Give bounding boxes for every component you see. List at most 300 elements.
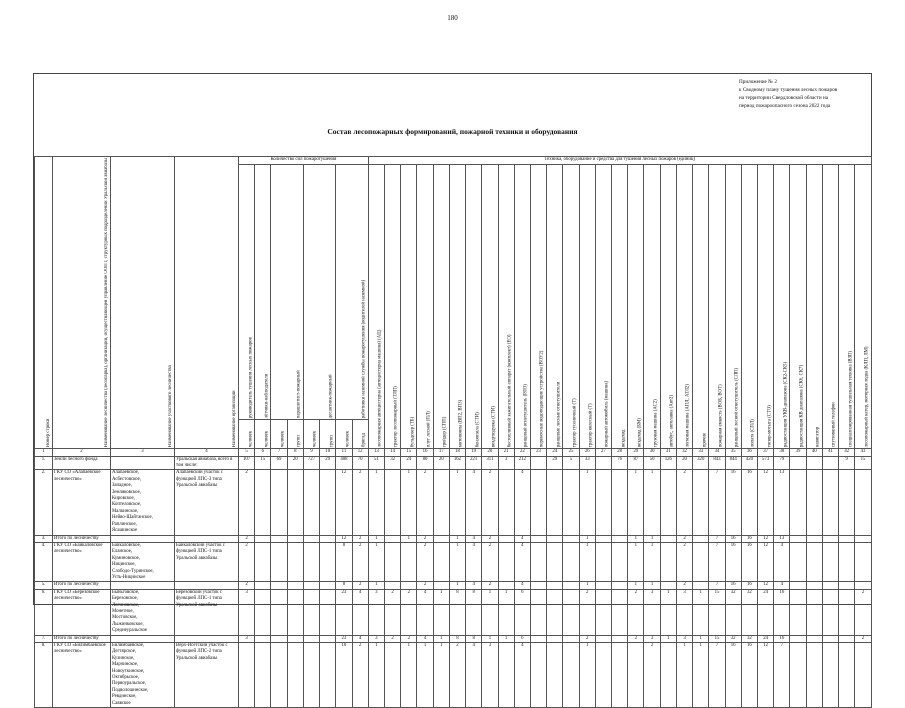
row-value: 15: [855, 456, 871, 470]
row-value: 3: [644, 635, 660, 642]
row-value: [806, 542, 822, 581]
row-value: 3: [368, 589, 384, 635]
row-value: 2: [352, 582, 368, 589]
row-value: 23: [336, 635, 352, 642]
row-value: [498, 535, 514, 542]
row-value: [287, 582, 303, 589]
column-number: 42: [839, 449, 855, 456]
row-value: 1: [660, 589, 676, 635]
row-value: 10: [336, 643, 352, 708]
row-value: 79: [774, 456, 790, 470]
table-row: [35, 582, 872, 589]
row-value: 2: [417, 470, 433, 535]
row-number: 1.: [35, 456, 53, 470]
appendix-line: Приложение № 2: [739, 79, 777, 85]
column-number: 31: [660, 449, 676, 456]
row-value: [271, 635, 287, 642]
row-value: [303, 582, 319, 589]
row-value: 16: [725, 535, 741, 542]
row-value: 2: [417, 582, 433, 589]
row-value: [255, 643, 271, 708]
row-organization: Уральская авиабаза, всего в том числе:: [175, 456, 239, 470]
row-value: 1: [628, 582, 644, 589]
row-district: [111, 635, 175, 642]
row-district: [111, 535, 175, 542]
row-value: [660, 582, 676, 589]
column-number: 38: [774, 449, 790, 456]
row-value: 212: [514, 456, 530, 470]
row-value: [790, 470, 806, 535]
row-value: 3: [239, 589, 255, 635]
row-organization: Алапаевский участок с функцией ЛПС-3 типа Уральской авиабазы: [175, 470, 239, 535]
row-value: [530, 542, 546, 581]
row-value: [822, 535, 838, 542]
row-value: 8: [336, 582, 352, 589]
row-number: 2.: [35, 470, 53, 535]
header-equipment-col: вездеход (БМ): [628, 165, 644, 449]
row-value: [595, 456, 611, 470]
row-value: 8: [336, 542, 352, 581]
row-value: [547, 589, 563, 635]
row-value: 7: [709, 470, 725, 535]
header-equipment-col: легковая машина (АПЛ, АТЛ2): [676, 165, 692, 449]
row-value: 16: [725, 470, 741, 535]
row-value: [547, 635, 563, 642]
column-number: 15: [401, 449, 417, 456]
row-value: 1: [676, 643, 692, 708]
row-value: 4: [514, 470, 530, 535]
row-value: 2: [855, 589, 871, 635]
header-equipment-col: трактор колесный (Т): [579, 165, 595, 449]
row-value: 1: [498, 635, 514, 642]
row-forestry: ГКУ СО «Алапаевское лесничество»: [53, 470, 111, 535]
row-value: 8: [466, 589, 482, 635]
row-value: 2: [239, 470, 255, 535]
row-value: [612, 582, 628, 589]
row-value: 4: [352, 589, 368, 635]
row-value: [530, 456, 546, 470]
row-value: [790, 582, 806, 589]
row-value: 69: [271, 456, 287, 470]
row-forestry: Итого по лесничеству: [53, 582, 111, 589]
row-value: 1: [482, 635, 498, 642]
row-value: 420: [741, 456, 757, 470]
appendix-line: к Сводному плану тушения лесных пожаров: [739, 87, 838, 93]
row-value: [287, 542, 303, 581]
row-value: 4: [466, 542, 482, 581]
column-number: 27: [595, 449, 611, 456]
row-forestry: Итого по лесничеству: [53, 535, 111, 542]
row-value: [822, 470, 838, 535]
row-value: 1: [433, 643, 449, 708]
row-value: [320, 589, 336, 635]
row-value: [271, 535, 287, 542]
header-equipment-col: грузовая машина (АС2): [644, 165, 660, 449]
row-value: 16: [725, 582, 741, 589]
row-value: [595, 589, 611, 635]
row-value: [303, 643, 319, 708]
header-forces-col: парашютист-пожарный: [271, 165, 303, 420]
row-value: 3: [644, 589, 660, 635]
header-forces-col: руководитель тушения лесных пожаров: [239, 165, 255, 420]
row-value: 7: [709, 582, 725, 589]
row-value: 80: [417, 456, 433, 470]
row-value: [255, 582, 271, 589]
row-value: 7: [774, 643, 790, 708]
row-value: 20: [433, 456, 449, 470]
row-value: 2: [352, 535, 368, 542]
row-value: [287, 535, 303, 542]
row-value: [595, 470, 611, 535]
row-value: [839, 470, 855, 535]
row-value: [612, 643, 628, 708]
column-number: 1: [35, 449, 53, 456]
row-forestry: ГКУ СО «Билимбаевское лесничество»: [53, 643, 111, 708]
row-value: 2: [384, 635, 400, 642]
row-value: [530, 535, 546, 542]
header-forestry: Наименование лесничества (лесопарка), организации, осуществляющей управление ООПТ, структурных подразделений Уральской авиабазы: [53, 157, 111, 449]
row-value: [239, 643, 255, 708]
row-value: [271, 542, 287, 581]
row-value: 1: [368, 470, 384, 535]
row-value: 2: [239, 542, 255, 581]
row-value: [433, 582, 449, 589]
row-value: 2: [628, 635, 644, 642]
row-value: 16: [741, 582, 757, 589]
row-value: 16: [774, 589, 790, 635]
row-forestry: ГКУ СО «Березовское лесничество»: [53, 589, 111, 635]
row-number: 6.: [35, 589, 53, 635]
row-value: 1: [482, 589, 498, 635]
forces-table: [34, 156, 872, 708]
row-value: 2: [352, 470, 368, 535]
header-equipment-col: автобус, автолавка (Авт2): [660, 165, 676, 449]
row-value: [287, 643, 303, 708]
row-value: [547, 542, 563, 581]
row-value: 16: [741, 643, 757, 708]
row-value: 2: [579, 589, 595, 635]
header-forces-col: десантник-пожарный: [303, 165, 335, 420]
row-value: 1: [401, 535, 417, 542]
row-value: [595, 542, 611, 581]
row-number: 8.: [35, 643, 53, 708]
row-value: [563, 542, 579, 581]
row-value: [498, 470, 514, 535]
row-value: 20: [676, 456, 692, 470]
row-value: 33: [579, 456, 595, 470]
column-number: 35: [725, 449, 741, 456]
row-value: 7: [709, 535, 725, 542]
row-value: 2: [352, 542, 368, 581]
row-value: 13: [774, 535, 790, 542]
row-value: 1: [368, 643, 384, 708]
row-value: 2: [579, 635, 595, 642]
row-value: [255, 542, 271, 581]
document-title: Состав лесопожарных формирований, пожарной техники и оборудования: [327, 127, 578, 136]
row-value: 3: [676, 589, 692, 635]
row-value: 13: [774, 470, 790, 535]
row-value: [303, 589, 319, 635]
row-value: [303, 635, 319, 642]
row-value: 4: [466, 582, 482, 589]
header-equipment-col: плуг лесной (ПЛ): [417, 165, 433, 449]
appendix-note: [739, 78, 869, 110]
column-number: 3: [111, 449, 175, 456]
row-value: 16: [741, 470, 757, 535]
row-value: 16: [774, 635, 790, 642]
table-row: [35, 535, 872, 542]
row-value: 1: [449, 542, 465, 581]
row-value: 32: [741, 635, 757, 642]
row-value: 2: [676, 535, 692, 542]
row-value: 1: [417, 643, 433, 708]
row-value: 8: [466, 635, 482, 642]
row-value: [790, 635, 806, 642]
row-value: 12: [336, 535, 352, 542]
column-number: 7: [271, 449, 287, 456]
column-number: 24: [547, 449, 563, 456]
column-number: 13: [368, 449, 384, 456]
row-value: [255, 535, 271, 542]
row-value: 1: [498, 589, 514, 635]
row-value: 1: [449, 535, 465, 542]
row-value: 3: [239, 635, 255, 642]
row-value: [839, 589, 855, 635]
row-value: 32: [384, 456, 400, 470]
row-value: 2: [384, 589, 400, 635]
row-value: [855, 470, 871, 535]
row-value: [822, 635, 838, 642]
header-equipment-col: мотопомпа (ВП2, ВП3): [449, 165, 465, 449]
row-value: 87: [628, 456, 644, 470]
row-value: 1: [660, 635, 676, 642]
row-value: 12: [758, 535, 774, 542]
header-equipment-col: спутниковый телефон: [822, 165, 838, 449]
row-organization: [175, 582, 239, 589]
row-value: 2: [482, 535, 498, 542]
row-value: 2: [352, 643, 368, 708]
table-row: [35, 643, 872, 708]
row-value: [498, 542, 514, 581]
row-value: [401, 582, 417, 589]
row-value: 1: [433, 589, 449, 635]
row-value: [790, 589, 806, 635]
column-number: 12: [352, 449, 368, 456]
row-value: [595, 535, 611, 542]
row-value: [595, 643, 611, 708]
header-unit: человек: [303, 420, 319, 449]
row-value: [303, 535, 319, 542]
row-value: [384, 542, 400, 581]
column-number: 34: [709, 449, 725, 456]
row-value: [530, 582, 546, 589]
row-value: 3: [498, 456, 514, 470]
header-unit: человек: [336, 420, 352, 449]
column-number: 21: [498, 449, 514, 456]
row-value: 15: [709, 589, 725, 635]
header-equipment-col: пожарная емкость (ВОБ, ВОТ): [709, 165, 725, 449]
header-equipment-col: навигатор: [806, 165, 822, 449]
row-value: 2: [417, 535, 433, 542]
row-value: 1: [449, 470, 465, 535]
row-value: 4: [466, 470, 482, 535]
row-value: 23: [336, 589, 352, 635]
column-number: 22: [514, 449, 530, 456]
row-value: 1: [401, 643, 417, 708]
header-forces-col: лётчики-наблюдатели: [255, 165, 271, 420]
header-unit: групп: [320, 420, 336, 449]
header-equipment-col: ранцевые лесные огнетушители: [547, 165, 563, 449]
row-value: 24: [758, 589, 774, 635]
row-value: 32: [725, 635, 741, 642]
row-value: 24: [401, 456, 417, 470]
row-value: [384, 535, 400, 542]
row-value: [855, 535, 871, 542]
column-number: 17: [433, 449, 449, 456]
row-value: [498, 582, 514, 589]
row-value: 1: [628, 542, 644, 581]
row-value: 1: [433, 635, 449, 642]
column-number: 11: [336, 449, 352, 456]
table-row: [35, 456, 872, 470]
column-number: 28: [612, 449, 628, 456]
column-number: 32: [676, 449, 692, 456]
header-equipment-col: бензопила (СТИ): [466, 165, 482, 449]
row-number: 3.: [35, 535, 53, 542]
row-value: [320, 535, 336, 542]
row-value: [822, 542, 838, 581]
row-value: [790, 456, 806, 470]
column-number: 9: [303, 449, 319, 456]
row-value: [255, 470, 271, 535]
row-value: [693, 582, 709, 589]
row-value: [839, 535, 855, 542]
row-value: 1: [368, 535, 384, 542]
row-value: [433, 535, 449, 542]
row-value: 16: [725, 542, 741, 581]
row-value: 4: [774, 542, 790, 581]
row-value: 4: [774, 582, 790, 589]
row-value: 1: [693, 643, 709, 708]
header-unit: человек: [255, 420, 271, 449]
row-value: [855, 582, 871, 589]
row-value: [822, 643, 838, 708]
row-value: 51: [368, 456, 384, 470]
row-value: 1: [579, 643, 595, 708]
header-organization: Наименование организации: [175, 157, 239, 449]
row-value: 2: [855, 635, 871, 642]
row-value: 221: [466, 456, 482, 470]
row-value: [612, 635, 628, 642]
row-value: 2: [644, 643, 660, 708]
row-value: [320, 542, 336, 581]
row-number: 5.: [35, 582, 53, 589]
row-value: [547, 643, 563, 708]
row-value: [303, 470, 319, 535]
row-value: [255, 589, 271, 635]
row-organization: Верх-Исетский участок с функцией ЛПС-2 типа Уральской авиабазы: [175, 643, 239, 708]
row-value: 2: [239, 582, 255, 589]
header-equipment-col: лесопожарный катер, моторная лодка (КЛП, ЛМ): [855, 165, 871, 449]
row-value: [271, 643, 287, 708]
row-value: 4: [514, 542, 530, 581]
row-value: [530, 589, 546, 635]
row-value: 4: [514, 535, 530, 542]
header-equipment-col: радиостанция КВ диапазона (СК6, СК7): [790, 165, 806, 449]
header-unit: групп: [287, 420, 303, 449]
row-value: [693, 535, 709, 542]
header-equipment-col: лесопожарная автоцистерна (автоцистерна машина) (АЦ): [368, 165, 384, 449]
row-value: [271, 470, 287, 535]
column-number: 37: [758, 449, 774, 456]
header-equipment-col: трактор лесопожарный (ТЛП): [384, 165, 400, 449]
row-value: [855, 643, 871, 708]
row-value: 12: [758, 582, 774, 589]
row-district: [111, 582, 175, 589]
row-value: [612, 470, 628, 535]
row-value: 2: [417, 542, 433, 581]
column-number: 43: [855, 449, 871, 456]
row-value: [790, 643, 806, 708]
header-group-forces: Количество сил пожаротушения: [239, 157, 369, 165]
row-value: 2: [401, 589, 417, 635]
header-equipment-col: лопата (СПЛ): [741, 165, 757, 449]
row-value: 6: [514, 589, 530, 635]
row-value: 2: [676, 582, 692, 589]
column-number: 33: [693, 449, 709, 456]
row-value: [806, 643, 822, 708]
row-value: 2: [676, 470, 692, 535]
row-value: 15: [255, 456, 271, 470]
row-forestry: Земли лесного фонда: [53, 456, 111, 470]
row-value: 3: [368, 635, 384, 642]
column-number: 6: [255, 449, 271, 456]
row-value: [693, 470, 709, 535]
column-number: 20: [482, 449, 498, 456]
row-value: 4: [417, 589, 433, 635]
row-value: 1: [628, 470, 644, 535]
column-number: 25: [563, 449, 579, 456]
row-value: [822, 456, 838, 470]
column-number: 30: [644, 449, 660, 456]
row-value: 3: [676, 635, 692, 642]
row-value: [563, 535, 579, 542]
row-value: 2: [239, 535, 255, 542]
header-equipment-col: грейдер (СПП): [433, 165, 449, 449]
row-district: Быньговское, Березовское, Логиновское, Монетное, Мостовское, Лыжинковское, Среднеуральское: [111, 589, 175, 635]
row-value: [498, 643, 514, 708]
row-value: 2: [482, 542, 498, 581]
row-value: 1: [579, 582, 595, 589]
row-value: [806, 635, 822, 642]
row-value: 15: [709, 635, 725, 642]
row-value: [433, 542, 449, 581]
header-row-number: Номер строки: [35, 157, 53, 449]
column-number: 40: [806, 449, 822, 456]
row-value: [839, 542, 855, 581]
header-equipment-col: воздуходувка (СТИ): [482, 165, 498, 449]
row-value: [660, 470, 676, 535]
row-organization: [175, 635, 239, 642]
row-value: 162: [449, 456, 465, 470]
row-value: [563, 582, 579, 589]
header-forces-col: работники наземной службы пожаротушения (водителей наземной): [336, 165, 368, 420]
row-value: 76: [612, 456, 628, 470]
row-value: [839, 582, 855, 589]
row-value: [320, 470, 336, 535]
row-value: 1: [368, 542, 384, 581]
row-value: 126: [660, 456, 676, 470]
